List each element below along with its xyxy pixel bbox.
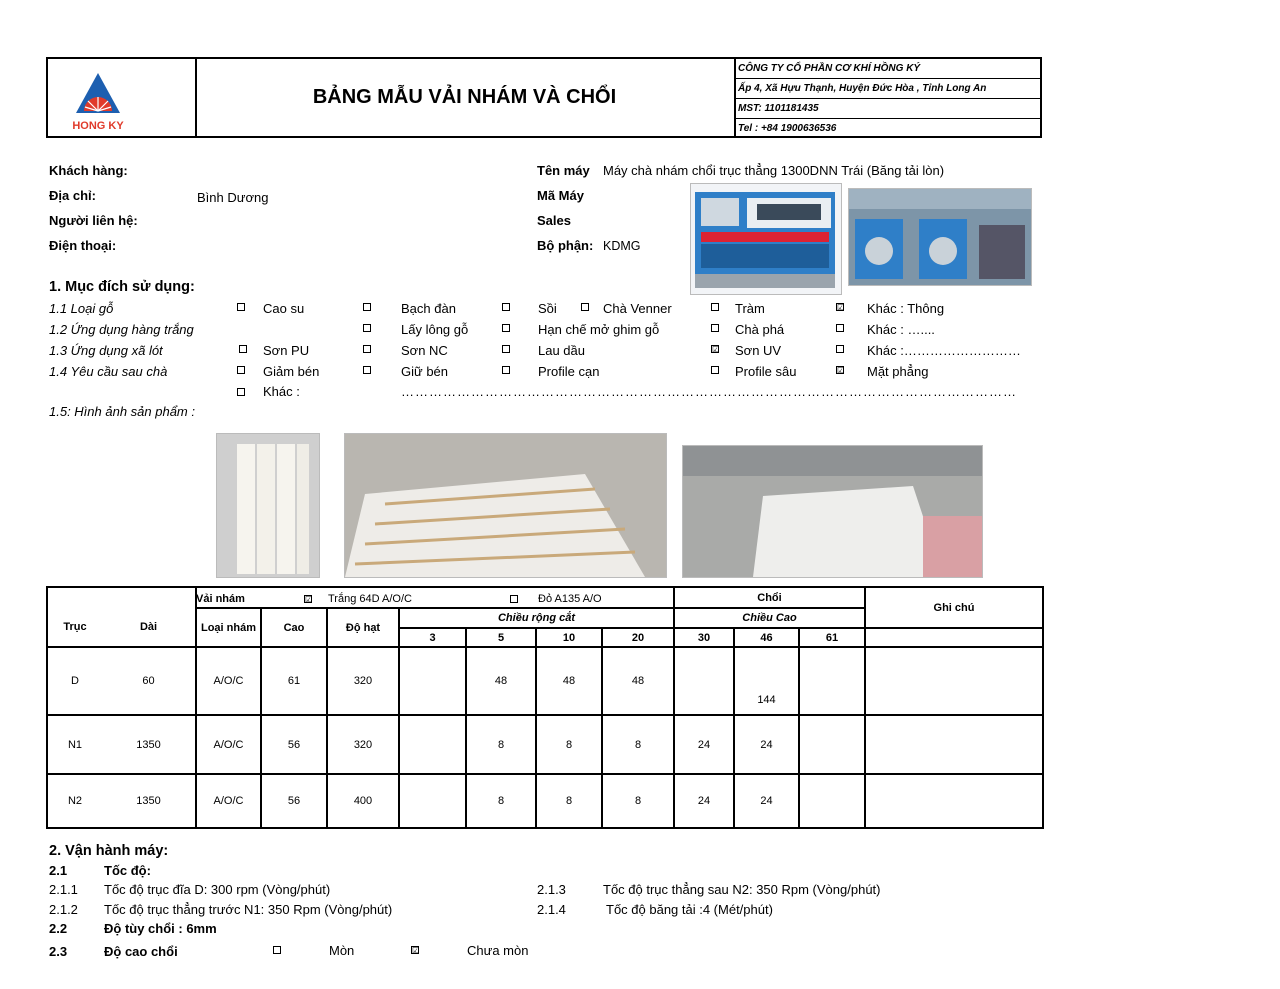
s23-text: Độ cao chổi [104,944,178,959]
s211-num: 2.1.1 [49,882,78,897]
checkbox-chua-mon-checked[interactable]: ☑ [412,946,420,955]
w-col-10: 10 [562,631,576,644]
section2-title: 2. Vận hành máy: [49,843,169,859]
h-col-61: 61 [825,631,839,644]
checkbox-son-uv-checked[interactable]: ☑ [712,345,720,354]
table-row-n2-w3 [400,775,465,827]
opt-profile-sau: Profile sâu [735,364,797,379]
opt-han-che: Hạn chế mở ghim gỗ [538,322,660,337]
opt-mat-phang: Mặt phẳng [867,364,929,379]
table-row-d-w10: 48 [562,675,576,687]
checkbox-lau-dau[interactable] [502,345,510,353]
s213-text: Tốc độ trục thẳng sau N2: 350 Rpm (Vòng/phút) [603,882,881,897]
address-label: Địa chỉ: [49,188,96,203]
table-row-n2-h61 [800,775,864,827]
machine-name-value: Máy chà nhám chổi trục thẳng 1300DNN Trái (Băng tải lòn) [603,163,945,178]
truc-header: Trục [63,620,87,633]
table-row-n1-w20: 8 [634,738,642,751]
choi-header: Chổi [757,591,782,604]
table-row-d-w5: 48 [494,675,508,687]
table-row-d-dohat: 320 [353,675,373,687]
opt-mon: Mòn [329,943,355,958]
h-col-46: 46 [760,631,773,644]
opt-lau-dau: Lau dầu [538,343,585,358]
table-row-n1-truc: N1 [67,738,83,751]
table-row-n2-dohat: 400 [353,795,373,807]
department-label: Bộ phận: [537,238,594,253]
opt-profile-can: Profile cạn [538,364,600,379]
chieu-rong-header: Chiều rộng cắt [497,611,575,624]
product-photo-2 [344,433,667,578]
checkbox-do[interactable] [510,595,518,603]
s212-num: 2.1.2 [49,902,78,917]
table-row-n1-w10: 8 [565,738,573,751]
checkbox-trang-checked[interactable]: ☑ [305,595,313,604]
table-row-n1-loai: A/O/C [213,738,244,751]
chieu-cao-header: Chiều Cao [742,611,797,624]
table-row-d-h30 [675,648,733,714]
sales-label: Sales [537,213,571,228]
opt-son-pu: Sơn PU [263,343,310,358]
table-row-n2-w20: 8 [634,795,642,807]
header-box [46,57,1042,138]
opt-khac-2: Khác : ….... [867,322,935,337]
checkbox-khac-thong-checked[interactable]: ☑ [837,303,845,312]
checkbox-khac-2[interactable] [836,324,844,332]
company-name: CÔNG TY CỔ PHẦN CƠ KHÍ HỒNG KÝ [736,59,1040,79]
department-value: KDMG [603,239,641,253]
section1-title: 1. Mục đích sử dụng: [49,279,195,295]
s212-text: Tốc độ trục thẳng trước N1: 350 Rpm (Vòng/phút) [104,902,393,917]
trang-option: Trắng 64D A/O/C [328,592,412,605]
table-row-n1-cao: 56 [287,738,301,751]
company-tel: Tel : +84 1900636536 [738,123,837,134]
do-hat-header: Độ hạt [345,621,381,634]
table-row-n1-dohat: 320 [353,738,373,751]
company-address: Ấp 4, Xã Hựu Thạnh, Huyện Đức Hòa , Tỉnh Long An [736,79,1040,99]
checkbox-lay-long-go[interactable] [363,324,371,332]
loai-nham-header: Loại nhám [200,621,256,634]
specs-table [46,586,1044,829]
checkbox-mon[interactable] [273,946,281,954]
document-title: BẢNG MẪU VẢI NHÁM VÀ CHỔI [195,59,736,136]
product-photo-3 [682,445,983,578]
product-photo-1 [216,433,320,578]
table-row-n1-w3 [400,716,465,773]
company-mst: MST: 1101181435 [736,99,1040,119]
cao-header: Cao [283,621,305,634]
contact-label: Người liên hệ: [49,213,138,228]
table-row-d-truc: D [71,675,79,687]
opt-chua-mon: Chưa mòn [467,943,529,958]
table-row-n2-h46: 24 [760,795,773,807]
checkbox-cha-venner[interactable] [581,303,589,311]
address-value: Bình Dương [197,190,269,205]
phone-label: Điện thoại: [49,238,117,253]
opt-tram: Tràm [735,301,765,316]
s22-num: 2.2 [49,921,68,936]
ghi-chu-header: Ghi chú [933,601,975,614]
s214-num: 2.1.4 [537,902,566,917]
checkbox-bach-dan[interactable] [363,303,371,311]
opt-khac-3: Khác :……………………… [867,343,1021,358]
opt-son-uv: Sơn UV [735,343,782,358]
dai-header: Dài [139,620,158,633]
opt-giam-ben: Giảm bén [263,364,320,379]
table-row-n2-w10: 8 [565,795,573,807]
opt-cha-pha: Chà phá [735,322,785,337]
customer-label: Khách hàng: [49,163,128,178]
opt-cao-su: Cao su [263,301,305,316]
checkbox-khac-3[interactable] [836,345,844,353]
vai-nham-label: Vải nhám [196,592,245,605]
w-col-20: 20 [631,631,645,644]
opt-cha-venner: Chà Venner [603,301,672,316]
s22-text: Độ tùy chổi : 6mm [104,921,217,936]
table-row-n1-h30: 24 [697,738,711,751]
checkbox-profile-can[interactable] [502,366,510,374]
table-row-n2-cao: 56 [287,795,301,807]
table-row-d-dai: 60 [142,675,155,687]
opt-khac-5: Khác : [263,384,300,399]
opt-khac-thong: Khác : Thông [867,301,945,316]
table-row-n2-w5: 8 [497,795,505,807]
opt-giu-ben: Giữ bén [401,364,449,379]
opt-lay-long-go: Lấy lông gỗ [401,322,469,337]
company-info [736,59,1040,136]
checkbox-tram[interactable] [711,303,719,311]
hongky-logo-icon [48,59,195,137]
table-row-n2-truc: N2 [67,795,83,807]
table-row-n2-loai: A/O/C [213,795,244,807]
checkbox-mat-phang-checked[interactable]: ☑ [837,366,845,375]
machine-photo-2 [848,188,1032,286]
s214-text: Tốc độ băng tải :4 (Mét/phút) [606,902,773,917]
s21-text: Tốc độ: [104,863,151,878]
table-row-d-h46: 144 [757,694,776,706]
checkbox-khac-5[interactable] [237,388,245,396]
checkbox-profile-sau[interactable] [711,366,719,374]
checkbox-son-nc[interactable] [363,345,371,353]
do-option: Đỏ A135 A/O [538,592,602,605]
table-row-d-h61 [800,648,864,714]
s211-text: Tốc độ trục đĩa D: 300 rpm (Vòng/phút) [104,882,331,897]
table-row-n1-h46: 24 [760,738,773,751]
row-1-2-label: 1.2 Ứng dụng hàng trắng [49,322,194,337]
opt-bach-dan: Bạch đàn [401,301,456,316]
row-1-1-label: 1.1 Loại gỗ [49,301,114,316]
logo [48,59,197,136]
checkbox-cao-su[interactable] [237,303,245,311]
h-col-30: 30 [697,631,711,644]
machine-code-label: Mã Máy [537,188,584,203]
s23-num: 2.3 [49,944,68,959]
logo-text: HONG KY [72,120,124,132]
table-row-n1-w5: 8 [497,738,505,751]
w-col-3: 3 [429,631,436,644]
table-row-d-w20: 48 [631,675,645,687]
row-1-4-label: 1.4 Yêu cầu sau chà [49,364,168,379]
machine-name-label: Tên máy [537,163,590,178]
checkbox-giu-ben[interactable] [363,366,371,374]
s21-num: 2.1 [49,863,68,878]
table-row-d-cao: 61 [287,675,301,687]
w-col-5: 5 [497,631,505,644]
checkbox-soi[interactable] [502,303,510,311]
table-row-n2-h30: 24 [697,795,711,807]
table-row-n2-dai: 1350 [136,795,161,807]
opt-khac-5-dots: …………………………………………………………………………………………………………………… [401,384,1017,399]
checkbox-han-che[interactable] [502,324,510,332]
opt-soi: Sồi [538,301,557,316]
table-row-n1-h61 [800,716,864,773]
table-row-d-loai: A/O/C [213,675,244,687]
checkbox-cha-pha[interactable] [711,324,719,332]
table-row-n1-dai: 1350 [136,738,161,751]
s213-num: 2.1.3 [537,882,566,897]
checkbox-son-pu[interactable] [239,345,247,353]
machine-photo-1 [690,183,842,295]
row-1-5-label: 1.5: Hình ảnh sản phẩm : [49,404,195,419]
row-1-3-label: 1.3 Ứng dụng xã lót [49,343,163,358]
checkbox-giam-ben[interactable] [237,366,245,374]
table-row-d-w3 [400,648,465,714]
opt-son-nc: Sơn NC [401,343,448,358]
